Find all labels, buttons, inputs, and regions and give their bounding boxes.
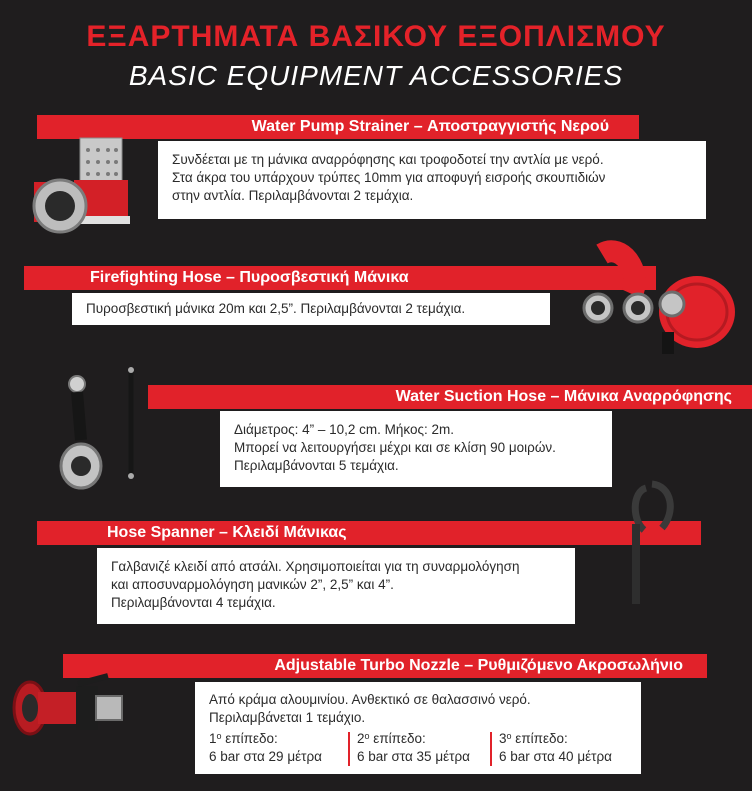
level-label: επίπεδο: — [515, 731, 568, 746]
description-box-nozzle — [195, 682, 641, 774]
desc-line: Διάμετρος: 4” – 10,2 cm. Μήκος: 2m. — [234, 422, 455, 437]
level-1 — [209, 730, 322, 766]
section-bar-hose — [24, 266, 656, 290]
desc-line: Από κράμα αλουμινίου. Ανθεκτικό σε θαλασσινό νερό. — [209, 692, 531, 707]
hose-image — [582, 242, 748, 360]
level-ordinal: ο — [506, 731, 512, 741]
level-label: επίπεδο: — [373, 731, 426, 746]
section-title-strainer: Water Pump Strainer – Αποστραγγιστής Νερού — [251, 118, 609, 135]
section-bar-nozzle — [63, 654, 707, 678]
nozzle-image — [8, 672, 130, 740]
desc-line: στην αντλία. Περιλαμβάνονται 2 τεμάχια. — [172, 188, 414, 203]
strainer-image — [8, 130, 138, 235]
title-greek: ΕΞΑΡΤΗΜΑΤΑ ΒΑΣΙΚΟΥ ΕΞΟΠΛΙΣΜΟΥ — [86, 20, 666, 53]
section-bar-suction — [148, 385, 752, 409]
description-box-strainer — [158, 141, 706, 219]
level-2 — [357, 730, 470, 766]
level-separator — [348, 732, 350, 766]
desc-line: Συνδέεται με τη μάνικα αναρρόφησης και τροφοδοτεί την αντλία με νερό. — [172, 152, 604, 167]
desc-line: Περιλαμβάνονται 5 τεμάχια. — [234, 458, 399, 473]
level-3 — [499, 730, 612, 766]
desc-line: Πυροσβεστική μάνικα 20m και 2,5”. Περιλαμβάνονται 2 τεμάχια. — [86, 301, 466, 316]
level-number: 3 — [499, 731, 507, 746]
description-box-suction — [220, 411, 612, 487]
section-title-hose: Firefighting Hose – Πυροσβεστική Μάνικα — [90, 269, 409, 286]
description-box-spanner — [97, 548, 575, 624]
level-ordinal: ο — [364, 731, 370, 741]
desc-line: Γαλβανιζέ κλειδί από ατσάλι. Χρησιμοποιείται για τη συναρμολόγηση — [111, 559, 520, 574]
level-separator — [490, 732, 492, 766]
section-title-nozzle: Adjustable Turbo Nozzle – Ρυθμιζόμενο Ακροσωλήνιο — [274, 657, 683, 674]
section-title-spanner: Hose Spanner – Κλειδί Μάνικας — [107, 524, 347, 541]
level-value: 6 bar στα 35 μέτρα — [357, 749, 470, 764]
desc-line: και αποσυναρμολόγηση μανικών 2”, 2,5” και 4”. — [111, 577, 394, 592]
level-value: 6 bar στα 40 μέτρα — [499, 749, 612, 764]
desc-line: Περιλαμβάνεται 1 τεμάχιο. — [209, 710, 366, 725]
desc-line: Στα άκρα του υπάρχουν τρύπες 10mm για αποφυγή εισροής σκουπιδιών — [172, 170, 606, 185]
level-label: επίπεδο: — [225, 731, 278, 746]
desc-line: Μπορεί να λειτουργήσει μέχρι και σε κλίση 90 μοιρών. — [234, 440, 556, 455]
section-title-suction: Water Suction Hose – Μάνικα Αναρρόφησης — [395, 388, 732, 405]
title-english: BASIC EQUIPMENT ACCESSORIES — [128, 60, 624, 91]
level-value: 6 bar στα 29 μέτρα — [209, 749, 322, 764]
description-box-hose — [72, 293, 550, 325]
suction-hose-image — [55, 360, 150, 495]
spanner-image — [622, 478, 684, 608]
level-ordinal: ο — [216, 731, 222, 741]
level-number: 1 — [209, 731, 217, 746]
desc-line: Περιλαμβάνονται 4 τεμάχια. — [111, 595, 276, 610]
level-number: 2 — [357, 731, 365, 746]
section-bar-spanner — [37, 521, 701, 545]
